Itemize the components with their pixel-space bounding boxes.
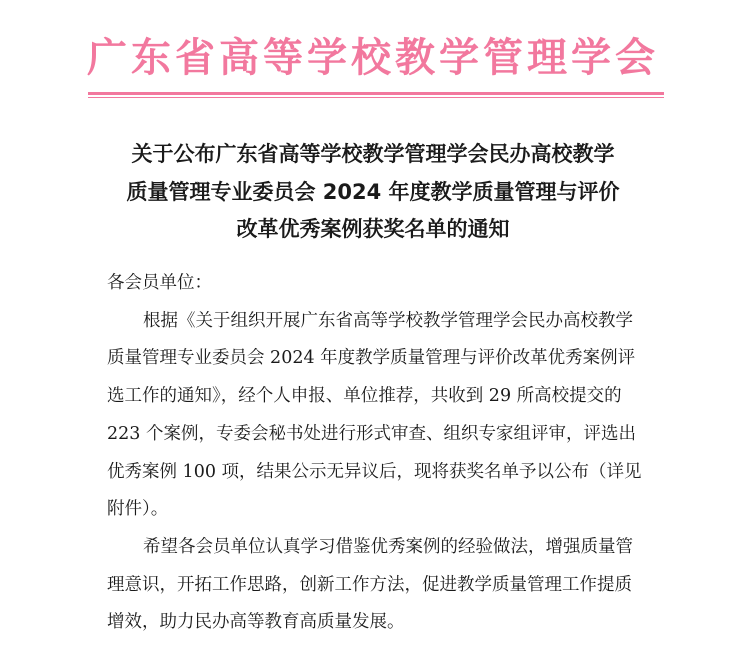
text-line: 选工作的通知》，经个人申报、单位推荐，共收到 29 所高校提交的 <box>107 386 622 407</box>
letterhead-divider-thin <box>88 97 664 98</box>
text-line: 增效，助力民办高等教育高质量发展。 <box>107 612 405 633</box>
title-line: 质量管理专业委员会 2024 年度教学质量管理与评价 <box>126 179 620 204</box>
paragraph-1 <box>107 303 652 529</box>
text-line: 理意识，开拓工作思路，创新工作方法，促进教学质量管理工作提质 <box>107 574 632 595</box>
title-line: 关于公布广东省高等学校教学管理学会民办高校教学 <box>131 142 615 166</box>
organization-letterhead: 广东省高等学校教学管理学会 <box>87 35 659 81</box>
text-line: 优秀案例 100 项，结果公示无异议后，现将获奖名单予以公布（详见 <box>107 461 642 482</box>
salutation: 各会员单位： <box>107 273 212 293</box>
text-line: 223 个案例，专委会秘书处进行形式审查、组织专家组评审，评选出 <box>107 423 636 444</box>
text-line: 根据《关于组织开展广东省高等学校教学管理学会民办高校教学 <box>143 310 633 331</box>
text-line: 希望各会员单位认真学习借鉴优秀案例的经验做法，增强质量管 <box>143 536 633 557</box>
paragraph-2 <box>107 529 652 642</box>
letterhead-divider-thick <box>88 92 664 95</box>
title-line: 改革优秀案例获奖名单的通知 <box>236 217 510 241</box>
text-line: 附件）。 <box>107 499 169 520</box>
document-body <box>107 265 652 642</box>
document-title <box>0 136 746 249</box>
text-line: 质量管理专业委员会 2024 年度教学质量管理与评价改革优秀案例评 <box>107 348 636 369</box>
